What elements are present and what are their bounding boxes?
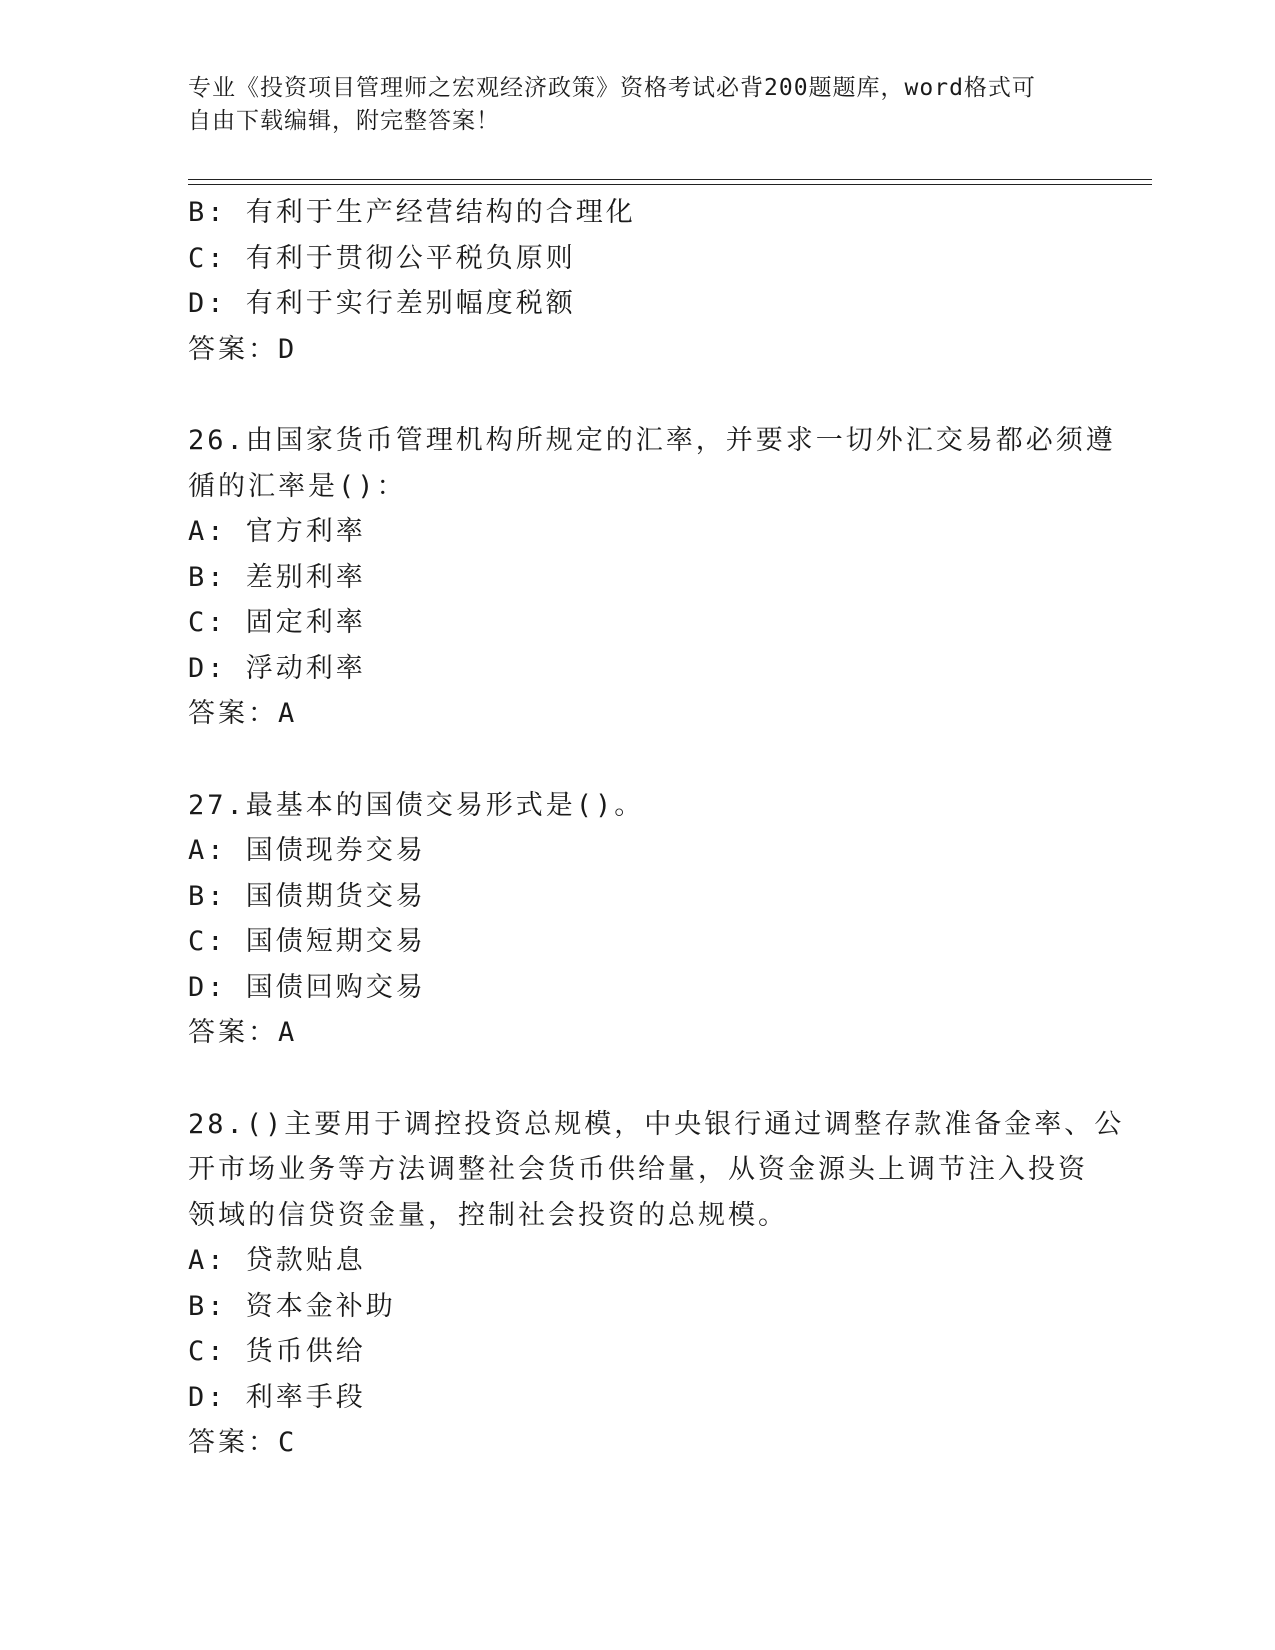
question-stem-line: 开市场业务等方法调整社会货币供给量，从资金源头上调节注入投资: [188, 1154, 1088, 1185]
option-b: B: 差别利率: [188, 561, 366, 593]
option-c: C: 固定利率: [188, 607, 366, 638]
answer: 答案：D: [188, 333, 298, 365]
question-stem: [188, 783, 1088, 829]
option-c: C: 国债短期交易: [188, 926, 426, 957]
option-d: D: 国债回购交易: [188, 971, 426, 1003]
option-d: D: 浮动利率: [188, 652, 366, 684]
option-c: C: 货币供给: [188, 1336, 366, 1367]
question-stem-line: 27.最基本的国债交易形式是()。: [188, 789, 645, 821]
question-26: [188, 418, 1116, 737]
spacer: [188, 737, 1088, 783]
option-d: D: 有利于实行差别幅度税额: [188, 288, 576, 319]
spacer: [188, 372, 1088, 418]
question-stem-line: 28.()主要用于调控投资总规模，中央银行通过调整存款准备金率、公: [188, 1108, 1125, 1140]
document-body: [188, 190, 1125, 1466]
header-line-2: 自由下载编辑，附完整答案！: [188, 108, 500, 134]
option-c: C: 有利于贯彻公平税负原则: [188, 242, 576, 274]
header-divider-bottom: [188, 184, 1152, 185]
question-stem-line: 领域的信贷资金量，控制社会投资的总规模。: [188, 1199, 788, 1231]
header-line-1: 专业《投资项目管理师之宏观经济政策》资格考试必背200题题库，word格式可: [188, 75, 1036, 101]
option-b: B: 资本金补助: [188, 1290, 396, 1322]
answer: 答案：A: [188, 698, 298, 729]
answer: 答案：C: [188, 1427, 298, 1458]
question-stem: [188, 1102, 1125, 1239]
option-b: B: 有利于生产经营结构的合理化: [188, 197, 636, 228]
option-d: D: 利率手段: [188, 1381, 366, 1413]
question-25-continued: [188, 190, 1088, 372]
question-28: [188, 1102, 1125, 1466]
question-stem-line: 26.由国家货币管理机构所规定的汇率，并要求一切外汇交易都必须遵: [188, 425, 1116, 456]
header-divider-top: [188, 179, 1152, 180]
option-a: A: 国债现券交易: [188, 835, 426, 866]
spacer: [188, 1056, 1088, 1102]
question-stem: [188, 418, 1116, 509]
option-b: B: 国债期货交易: [188, 880, 426, 912]
document-header: [188, 72, 1068, 138]
option-a: A: 贷款贴息: [188, 1245, 366, 1276]
question-stem-line: 循的汇率是()：: [188, 470, 407, 502]
answer: 答案：A: [188, 1017, 298, 1048]
question-27: [188, 783, 1088, 1056]
option-a: A: 官方利率: [188, 516, 366, 547]
